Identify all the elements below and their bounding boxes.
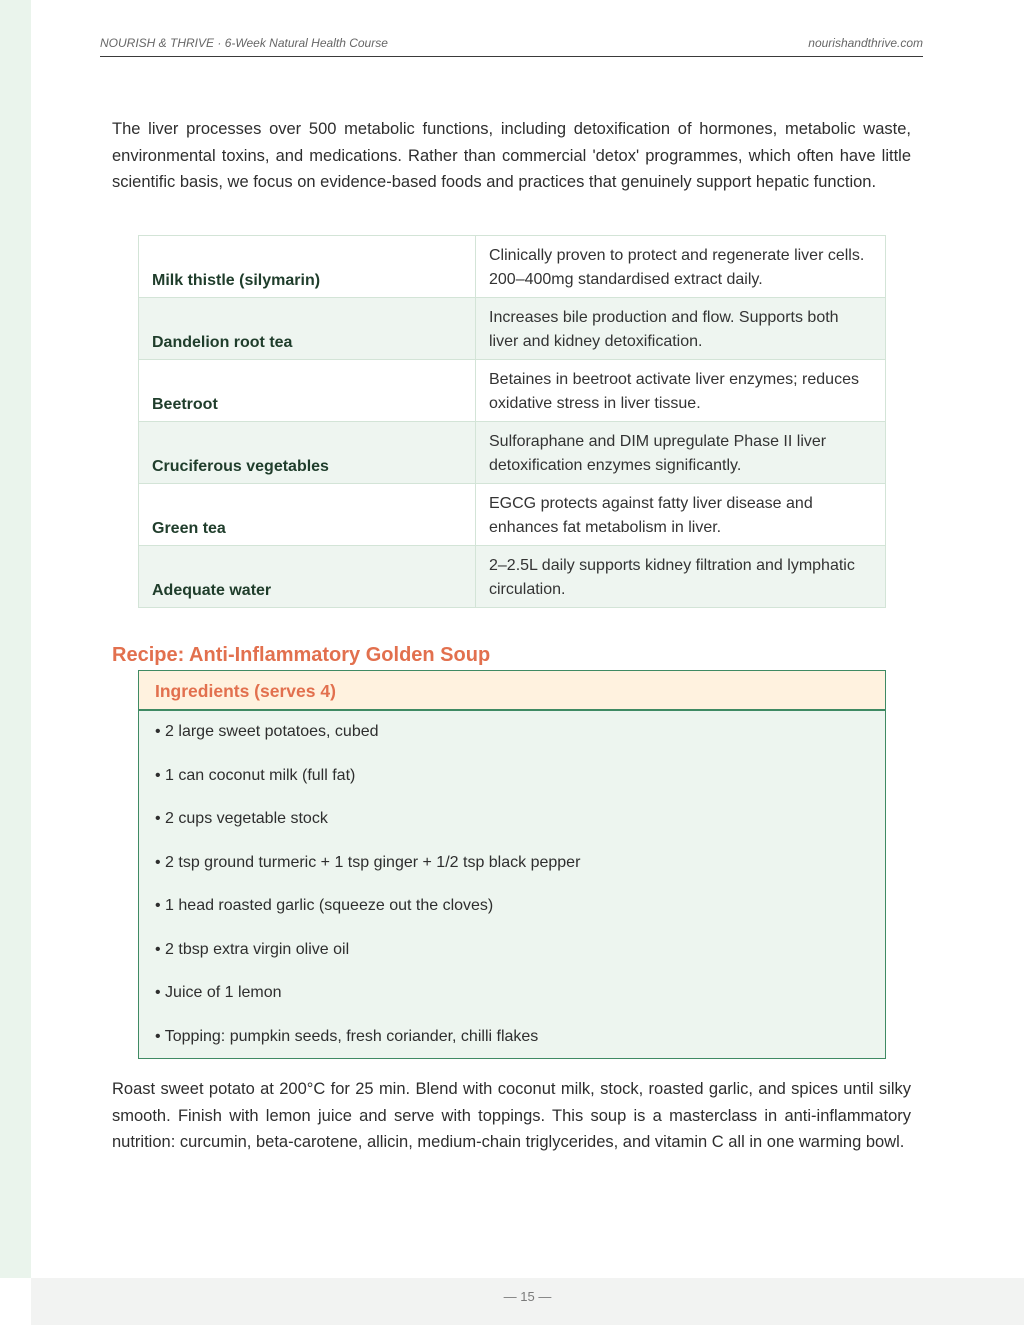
ingredients-heading: Ingredients (serves 4) xyxy=(139,671,885,711)
list-item: • 2 cups vegetable stock xyxy=(155,810,328,827)
food-name: Milk thistle (silymarin) xyxy=(139,236,476,298)
header-course-line xyxy=(100,36,388,50)
header-separator: · xyxy=(217,36,222,50)
food-name: Adequate water xyxy=(139,546,476,608)
list-item: • Juice of 1 lemon xyxy=(155,984,282,1001)
ingredients-list xyxy=(139,711,885,1069)
table-row xyxy=(139,236,886,298)
food-name: Green tea xyxy=(139,484,476,546)
recipe-title: Recipe: Anti-Inflammatory Golden Soup xyxy=(112,644,491,666)
list-item: • 1 can coconut milk (full fat) xyxy=(155,766,356,784)
intro-paragraph: The liver processes over 500 metabolic functions, including detoxification of hormones, metabolic waste, environmental toxins, and medications. Rather than commercial 'detox' programmes, which often have little scientific basis, we focus on evidence-based foods and practices that genuinely support hepatic function. xyxy=(112,120,911,192)
table-row xyxy=(139,546,886,608)
food-name: Beetroot xyxy=(139,360,476,422)
food-benefit: Clinically proven to protect and regenerate liver cells. 200–400mg standardised extract daily. xyxy=(476,236,886,298)
liver-foods-table xyxy=(138,235,886,608)
list-item: • 2 tbsp extra virgin olive oil xyxy=(155,940,350,958)
list-item: • 1 head roasted garlic (squeeze out the cloves) xyxy=(155,897,494,914)
page-number: — 15 — xyxy=(503,1289,552,1304)
ingredients-box xyxy=(138,670,886,1059)
table-row xyxy=(139,360,886,422)
list-item: • 2 large sweet potatoes, cubed xyxy=(155,723,379,740)
list-item: • Topping: pumpkin seeds, fresh coriander, chilli flakes xyxy=(155,1027,539,1045)
list-item: • 2 tsp ground turmeric + 1 tsp ginger + 1/2 tsp black pepper xyxy=(155,853,581,871)
table-row xyxy=(139,298,886,360)
food-name: Cruciferous vegetables xyxy=(139,422,476,484)
header-course-name: 6-Week Natural Health Course xyxy=(224,36,388,50)
food-benefit: EGCG protects against fatty liver disease and enhances fat metabolism in liver. xyxy=(476,484,886,546)
food-name: Dandelion root tea xyxy=(139,298,476,360)
page-footer xyxy=(31,1278,1024,1325)
side-accent-stripe xyxy=(0,0,31,1278)
header-brand: NOURISH & THRIVE xyxy=(100,36,215,50)
table-row xyxy=(139,422,886,484)
food-benefit: Increases bile production and flow. Supports both liver and kidney detoxification. xyxy=(476,298,886,360)
page-header xyxy=(100,34,923,57)
table-row xyxy=(139,484,886,546)
recipe-method-paragraph: Roast sweet potato at 200°C for 25 min. Blend with coconut milk, stock, roasted garlic, and spices until silky smooth. Finish with lemon juice and serve with toppings. This soup is a masterclass in anti-inflammatory nutrition: curcumin, beta-carotene, allicin, medium-chain triglycerides, and vitamin C all in one warming bowl. xyxy=(112,1080,911,1152)
header-website: nourishandthrive.com xyxy=(808,36,923,50)
food-benefit: Betaines in beetroot activate liver enzymes; reduces oxidative stress in liver tissue. xyxy=(476,360,886,422)
food-benefit: 2–2.5L daily supports kidney filtration and lymphatic circulation. xyxy=(476,546,886,608)
food-benefit: Sulforaphane and DIM upregulate Phase II liver detoxification enzymes significantly. xyxy=(476,422,886,484)
